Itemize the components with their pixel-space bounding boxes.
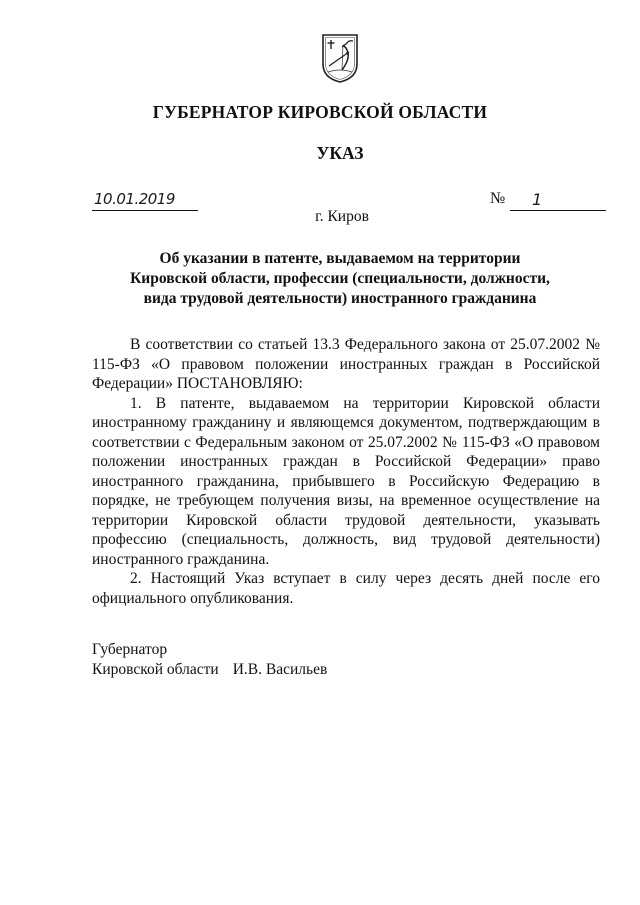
signatory-region: Кировской области [92,660,219,678]
decree-title-line: вида трудовой деятельности) иностранного гражданина [143,290,537,307]
decree-title-line: Кировской области, профессии (специальности, должности, [130,270,550,287]
decree-city: г. Киров [315,208,369,225]
decree-date: 10.01.2019 [94,190,175,208]
decree-number-label: № [490,190,506,207]
decree-item-2: 2. Настоящий Указ вступает в силу через десять дней после его официального опубликования. [92,570,600,607]
decree-title-line: Об указании в патенте, выдаваемом на территории [159,250,521,267]
signatory-name: И.В. Васильев [232,660,328,678]
issuing-authority: ГУБЕРНАТОР КИРОВСКОЙ ОБЛАСТИ [152,102,488,122]
signatory-position: Губернатор [92,641,168,658]
decree-type: УКАЗ [316,143,364,163]
decree-item-1: 1. В патенте, выдаваемом на территории Кировской области иностранному гражданину и являющемся документом, подтверждающим в соответствии с Федеральным законом от 25.07.2002 № 115-ФЗ «О правовом положении иностранных граждан в Российской Федерации» право иностранного гражданина, прибывшего в Российскую Федерацию в порядке, не требующем получения визы, на временное осуществление на территории Кировской области трудовой деятельности, указывать профессию (специальность, должность, вид трудовой деятельности) иностранного гражданина. [92,394,600,568]
decree-number: 1 [532,190,543,209]
decree-body [92,335,600,608]
signature-block [92,640,327,679]
decree-preamble: В соответствии со статьей 13.3 Федерального закона от 25.07.2002 № 115-ФЗ «О правовом положении иностранных граждан в Российской Федерации» ПОСТАНОВЛЯЮ: [92,336,600,392]
decree-title [120,249,560,309]
kirov-coat-of-arms-icon [320,32,360,84]
